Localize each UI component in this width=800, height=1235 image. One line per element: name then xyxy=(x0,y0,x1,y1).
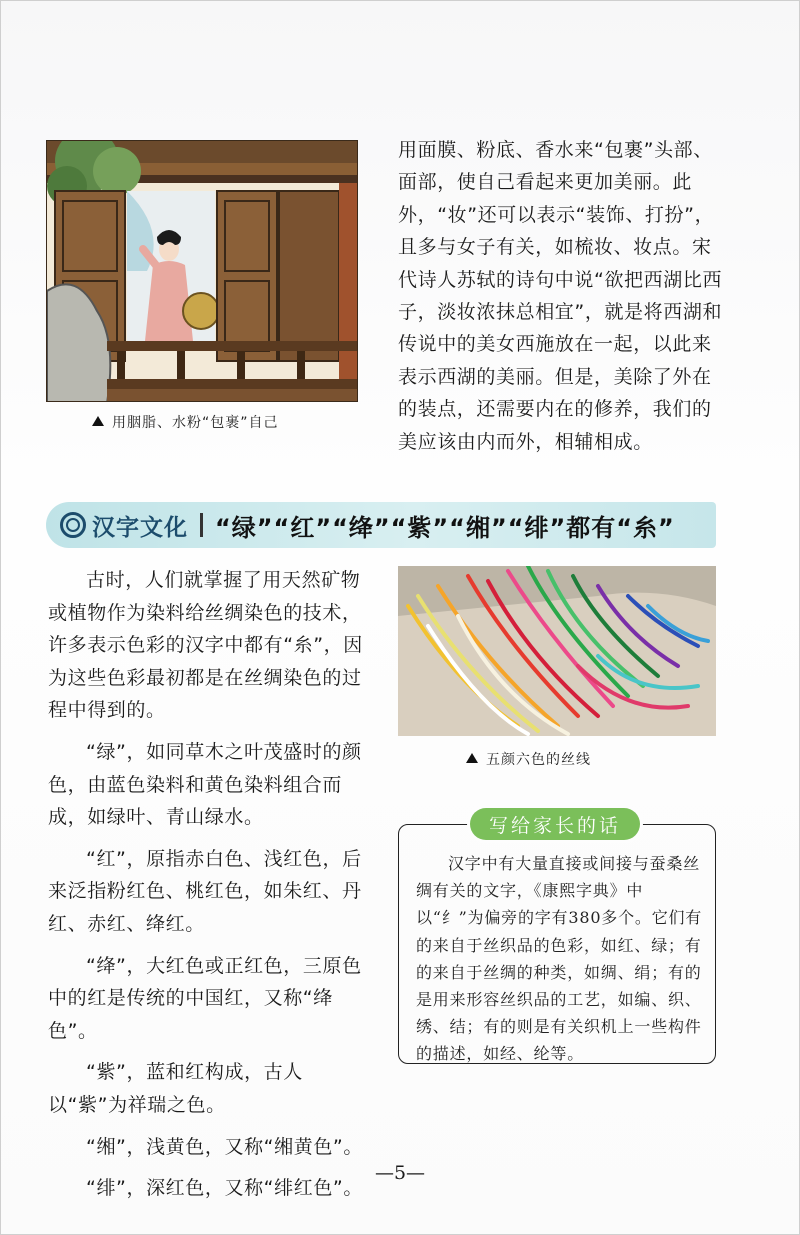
parent-note-text xyxy=(416,850,706,1068)
figure1-caption xyxy=(92,412,279,432)
paragraph: 古时，人们就掌握了用天然矿物或植物作为染料给丝绸染色的技术，许多表示色彩的汉字中都有“糸”，因为这些色彩最初都是在丝绸染色的过程中得到的。 xyxy=(48,569,363,722)
paragraph: “绛”，大红色或正红色，三原色中的红是传统的中国红，又称“绛色”。 xyxy=(48,954,362,1042)
figure2-caption-text: 五颜六色的丝线 xyxy=(486,752,591,768)
figure-colored-threads xyxy=(398,566,716,736)
body-text xyxy=(48,564,374,1205)
section-banner xyxy=(46,502,716,548)
figure1-caption-text: 用胭脂、水粉“包裹”自己 xyxy=(112,415,279,431)
double-circle-icon xyxy=(60,512,86,538)
paragraph: “红”，原指赤白色、浅红色，后来泛指粉红色、桃红色，如朱红、丹红、赤红、绛红。 xyxy=(48,847,362,935)
note-paragraph: 汉字中有大量直接或间接与蚕桑丝绸有关的文字，《康熙字典》中以“纟”为偏旁的字有380多个。它们有的来自于丝织品的色彩，如红、绿；有的来自于丝绸的种类，如绸、绢；有的是用来形容丝织品的工艺，如编、织、绣、结；有的则是有关织机上一些构件的描述，如经、纶等。 xyxy=(416,854,703,1064)
paragraph: “缃”，浅黄色，又称“缃黄色”。 xyxy=(86,1135,363,1158)
paragraph: “绯”，深红色，又称“绯红色”。 xyxy=(86,1177,363,1200)
intro-paragraph: 用面膜、粉底、香水来“包裹”头部、面部，使自己看起来更加美丽。此外，“妆”还可以表示“装饰、打扮”，且多与女子有关，如梳妆、妆点。宋代诗人苏轼的诗句中说“欲把西湖比西子，淡妆浓抹总相宜”，就是将西湖和传说中的美女西施放在一起，以此来表示西湖的美丽。但是，美除了外在的装点，还需要内在的修养，我们的美应该由内而外，相辅相成。 xyxy=(398,139,723,453)
figure-woman-at-window xyxy=(46,140,358,402)
divider xyxy=(200,513,203,537)
triangle-icon xyxy=(466,753,478,763)
paragraph: “紫”，蓝和红构成，古人以“紫”为祥瑞之色。 xyxy=(48,1061,303,1116)
parent-note-title: 写给家长的话 xyxy=(470,808,640,840)
triangle-icon xyxy=(92,416,104,426)
section-label: 汉字文化 xyxy=(92,514,188,541)
section-title: “绿”“红”“绛”“紫”“缃”“绯”都有“糸” xyxy=(215,513,675,542)
paragraph: “绿”，如同草木之叶茂盛时的颜色，由蓝色染料和黄色染料组合而成，如绿叶、青山绿水。 xyxy=(48,740,362,829)
page-number: —5— xyxy=(374,1162,426,1184)
figure2-caption xyxy=(466,749,591,769)
